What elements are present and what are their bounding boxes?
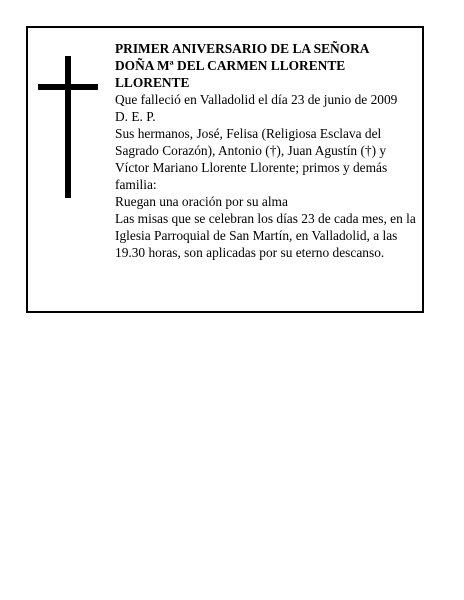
latin-cross-icon	[38, 56, 98, 198]
title-line-2: DOÑA Mª DEL CARMEN LLORENTE	[115, 58, 346, 73]
title-line-3: LLORENTE	[115, 75, 190, 90]
title-line-1: PRIMER ANIVERSARIO DE LA SEÑORA	[115, 41, 370, 56]
family-line-3: Víctor Mariano Llorente Llorente; primos y demás	[115, 160, 388, 175]
mass-info-line-1: Las misas que se celebran los días 23 de cada mes, en la	[115, 211, 416, 226]
death-date-line: Que falleció en Valladolid el día 23 de junio de 2009	[115, 92, 398, 107]
cross-horizontal-bar	[38, 84, 98, 90]
rip-line: D. E. P.	[115, 109, 156, 124]
cross-vertical-bar	[65, 56, 71, 198]
obituary-notice	[26, 26, 424, 313]
mass-info-line-3: 19.30 horas, son aplicadas por su eterno descanso.	[115, 245, 385, 260]
family-line-1: Sus hermanos, José, Felisa (Religiosa Esclava del	[115, 126, 382, 141]
family-line-2: Sagrado Corazón), Antonio (†), Juan Agustín (†) y	[115, 143, 387, 158]
prayer-request-line: Ruegan una oración por su alma	[115, 194, 288, 209]
family-line-4: familia:	[115, 177, 157, 192]
notice-text	[115, 40, 421, 261]
mass-info-line-2: Iglesia Parroquial de San Martín, en Valladolid, a las	[115, 228, 398, 243]
